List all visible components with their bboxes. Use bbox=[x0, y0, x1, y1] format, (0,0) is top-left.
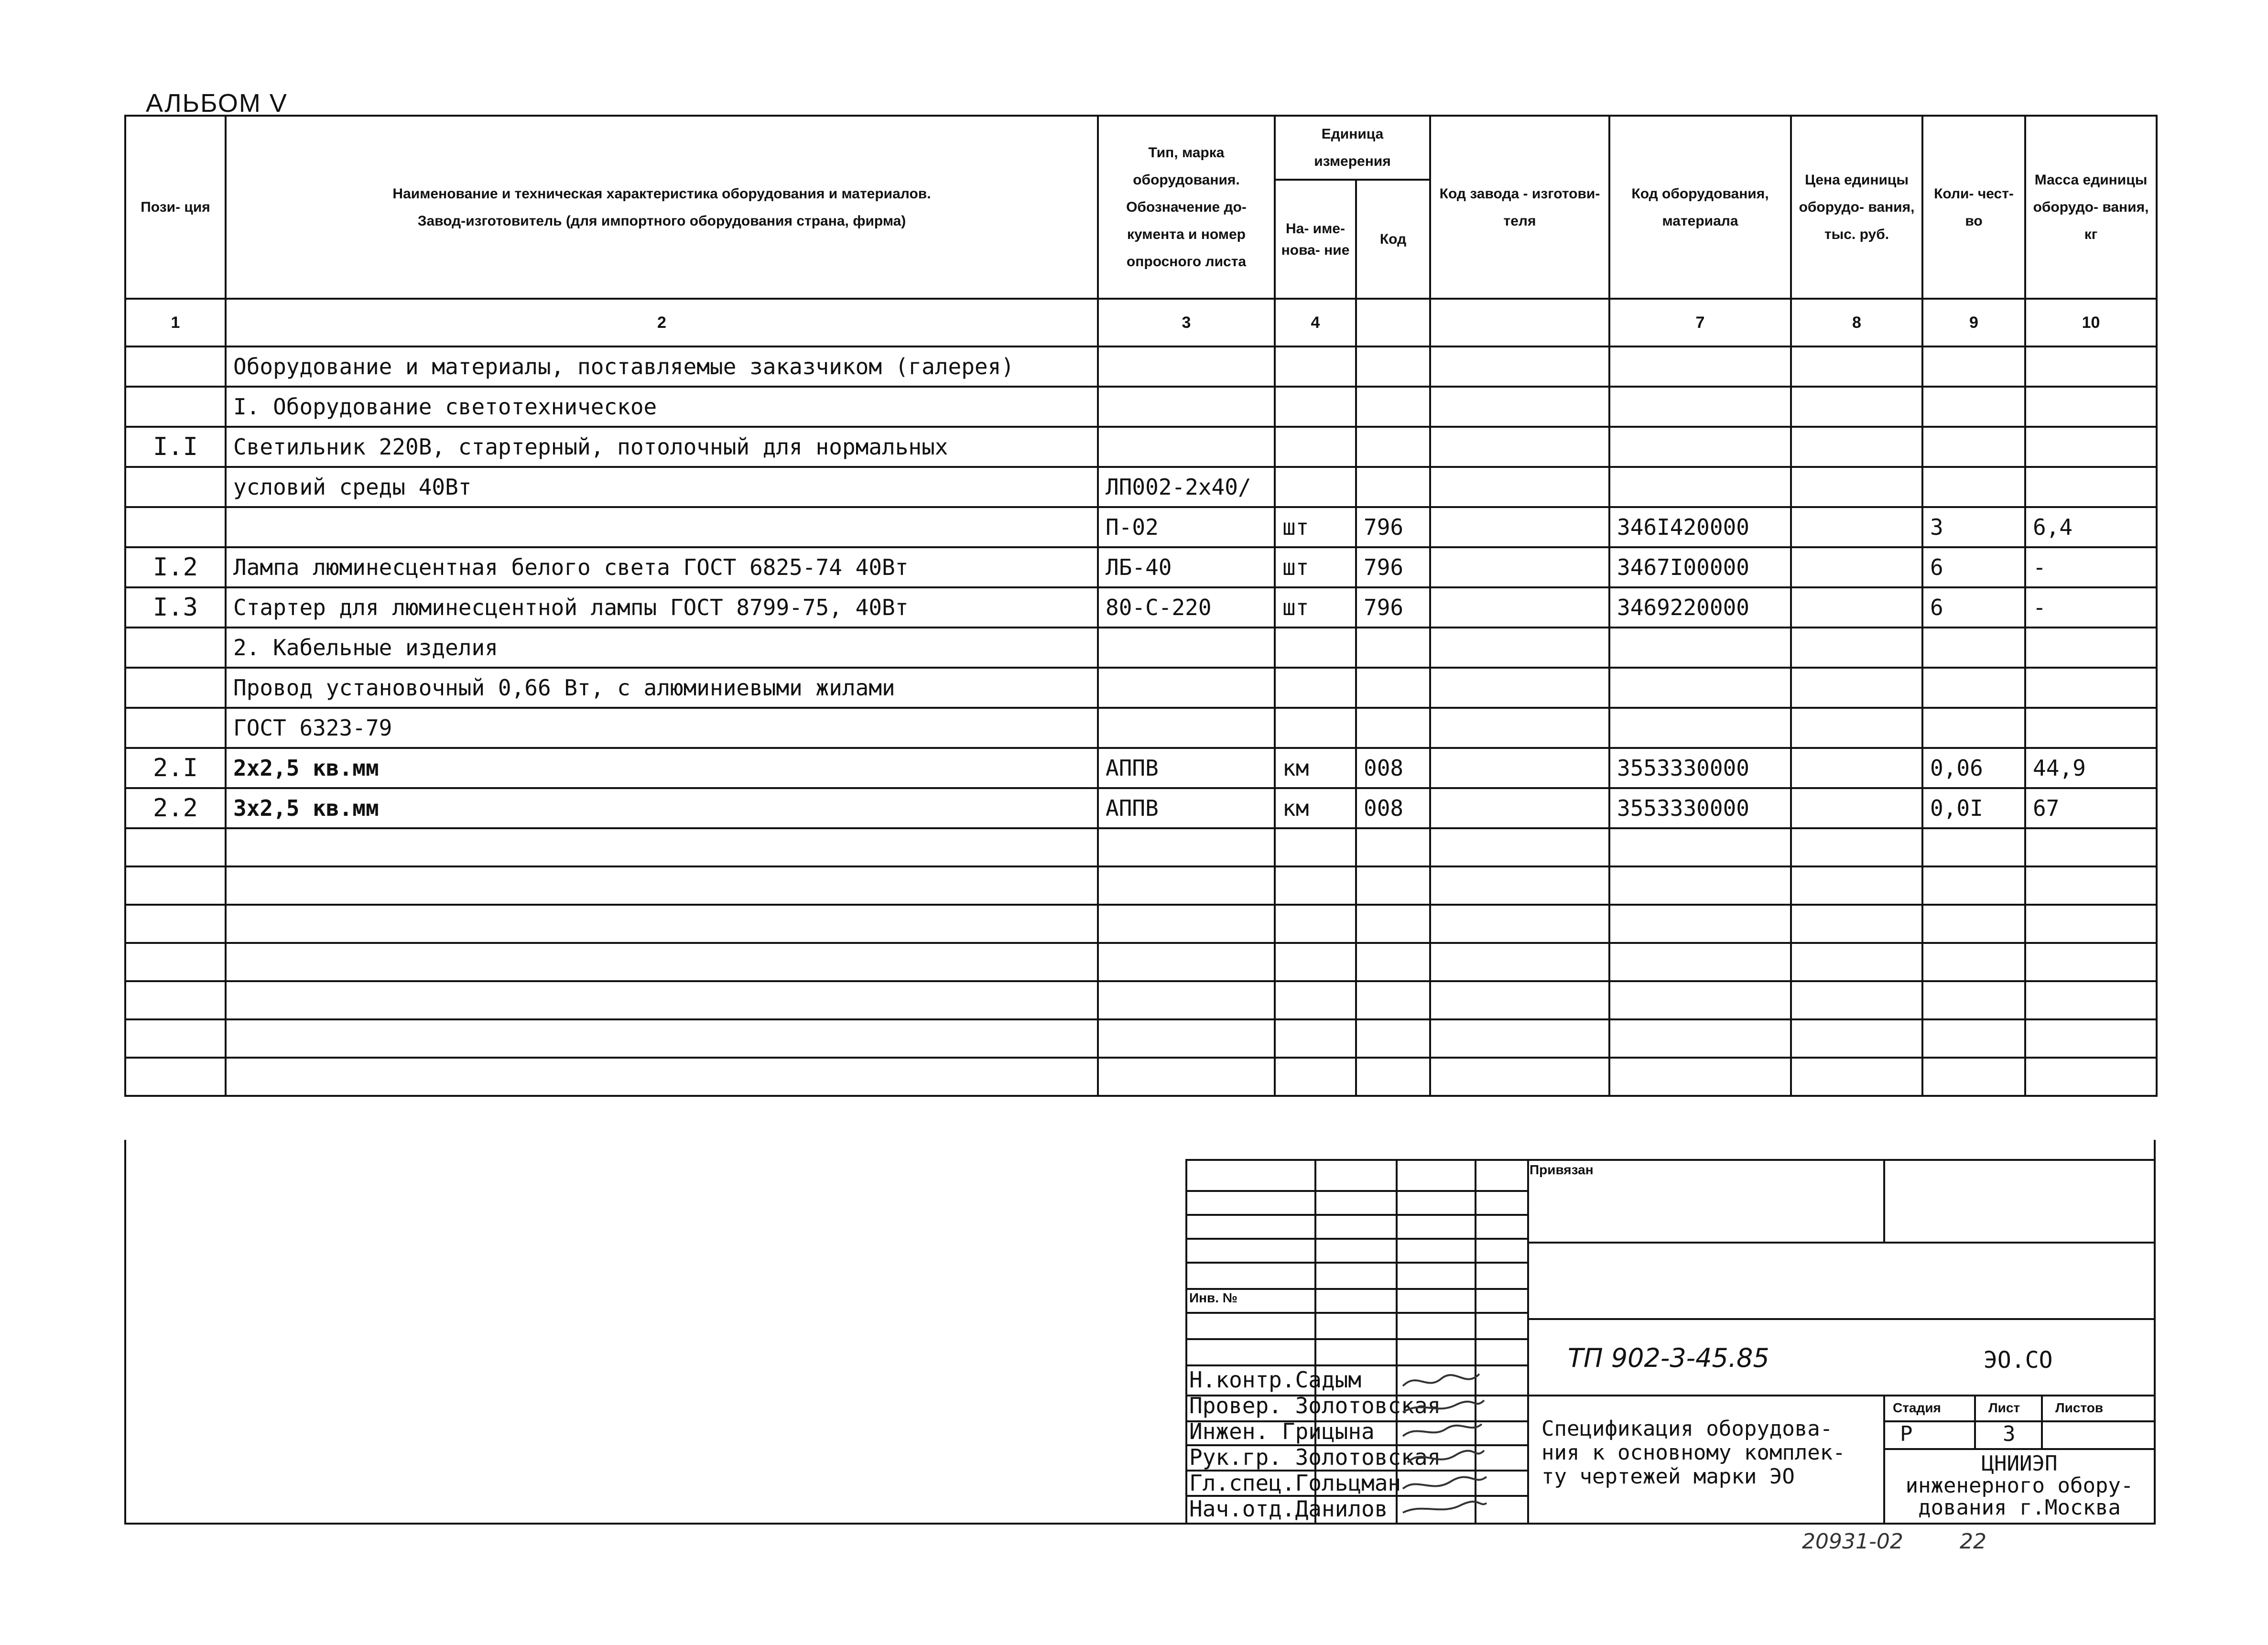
inv-no-label: Инв. № bbox=[1189, 1290, 1238, 1305]
cell-type: ЛБ-40 bbox=[1098, 547, 1275, 587]
cell-maker-code bbox=[1430, 467, 1609, 507]
cell-maker-code bbox=[1430, 748, 1609, 788]
cell-unit bbox=[1275, 668, 1356, 708]
header-position: Пози- ция bbox=[125, 116, 226, 299]
cell-unit bbox=[1275, 708, 1356, 748]
cell-unit-code: 796 bbox=[1356, 507, 1430, 547]
doc-description: Спецификация оборудова- ния к основному комплек- ту чертежей марки ЭО bbox=[1541, 1417, 1845, 1489]
cell-maker-code bbox=[1430, 708, 1609, 748]
cell-unit bbox=[1275, 628, 1356, 668]
sheet-value: 3 bbox=[2003, 1422, 2016, 1446]
table-header-row bbox=[125, 116, 2157, 180]
header-quantity: Коли- чест- во bbox=[1922, 116, 2025, 299]
cell-position: I.2 bbox=[125, 547, 226, 587]
cell-unit bbox=[1275, 467, 1356, 507]
table-row bbox=[125, 788, 2157, 828]
cell-name: 2х2,5 кв.мм bbox=[226, 748, 1098, 788]
cell-unit-code bbox=[1356, 708, 1430, 748]
cell-position bbox=[125, 628, 226, 668]
cell-unit bbox=[1275, 387, 1356, 427]
cell-position: 2.2 bbox=[125, 788, 226, 828]
cell-mass: 6,4 bbox=[2025, 507, 2157, 547]
cell-quantity bbox=[1922, 628, 2025, 668]
cell-mass bbox=[2025, 668, 2157, 708]
cell-mass bbox=[2025, 427, 2157, 467]
cell-quantity bbox=[1922, 467, 2025, 507]
cell-mass: 44,9 bbox=[2025, 748, 2157, 788]
cell-maker-code bbox=[1430, 547, 1609, 587]
cell-unit-code: 796 bbox=[1356, 587, 1430, 628]
cell-unit-code: 796 bbox=[1356, 547, 1430, 587]
cell-price bbox=[1791, 427, 1922, 467]
cell-price bbox=[1791, 748, 1922, 788]
table-row bbox=[125, 628, 2157, 668]
empty-row bbox=[125, 1058, 2157, 1096]
cell-position: I.I bbox=[125, 427, 226, 467]
cell-type bbox=[1098, 346, 1275, 387]
cell-position bbox=[125, 668, 226, 708]
header-unit-group: Единица измерения bbox=[1275, 116, 1430, 180]
empty-row bbox=[125, 1019, 2157, 1058]
table-row bbox=[125, 708, 2157, 748]
cell-price bbox=[1791, 668, 1922, 708]
cell-unit-code bbox=[1356, 467, 1430, 507]
cell-type: ЛП002-2х40/ bbox=[1098, 467, 1275, 507]
cell-quantity bbox=[1922, 708, 2025, 748]
cell-name: 2. Кабельные изделия bbox=[226, 628, 1098, 668]
cell-unit-code bbox=[1356, 628, 1430, 668]
cell-type: АППВ bbox=[1098, 748, 1275, 788]
role-gl-spec: Гл.спец.Гольцман bbox=[1189, 1470, 1401, 1496]
cell-price bbox=[1791, 507, 1922, 547]
role-inzhen: Инжен. Грицына bbox=[1189, 1418, 1375, 1444]
cell-unit: шт bbox=[1275, 507, 1356, 547]
cell-quantity: 0,06 bbox=[1922, 748, 2025, 788]
cell-price bbox=[1791, 467, 1922, 507]
cell-type bbox=[1098, 387, 1275, 427]
album-label: АЛЬБОМ V bbox=[146, 89, 288, 118]
table-body bbox=[125, 346, 2157, 1096]
cell-mass: 67 bbox=[2025, 788, 2157, 828]
cell-unit-code bbox=[1356, 668, 1430, 708]
signatures bbox=[1398, 1367, 1489, 1520]
cell-type bbox=[1098, 628, 1275, 668]
cell-equipment-code bbox=[1609, 467, 1791, 507]
cell-unit bbox=[1275, 427, 1356, 467]
cell-price bbox=[1791, 387, 1922, 427]
empty-row bbox=[125, 981, 2157, 1019]
role-ruk-gr: Рук.гр. Золотовская bbox=[1189, 1444, 1441, 1470]
cell-maker-code bbox=[1430, 346, 1609, 387]
table-row bbox=[125, 387, 2157, 427]
table-row bbox=[125, 467, 2157, 507]
cell-position bbox=[125, 507, 226, 547]
cell-position bbox=[125, 467, 226, 507]
cell-type: АППВ bbox=[1098, 788, 1275, 828]
cell-maker-code bbox=[1430, 427, 1609, 467]
table-row bbox=[125, 748, 2157, 788]
table-row bbox=[125, 587, 2157, 628]
header-type: Тип, марка оборудования. Обозначение до- кумента и номер опросного листа bbox=[1098, 116, 1275, 299]
cell-type: 80-С-220 bbox=[1098, 587, 1275, 628]
cell-equipment-code bbox=[1609, 708, 1791, 748]
cell-equipment-code: 346I420000 bbox=[1609, 507, 1791, 547]
cell-name bbox=[226, 507, 1098, 547]
footer-page: 22 bbox=[1960, 1529, 1986, 1554]
cell-mass bbox=[2025, 628, 2157, 668]
cell-position: 2.I bbox=[125, 748, 226, 788]
table-row bbox=[125, 346, 2157, 387]
header-maker-code: Код завода - изготови- теля bbox=[1430, 116, 1609, 299]
cell-mass: - bbox=[2025, 547, 2157, 587]
cell-mass: - bbox=[2025, 587, 2157, 628]
cell-name: ГОСТ 6323-79 bbox=[226, 708, 1098, 748]
cell-price bbox=[1791, 788, 1922, 828]
header-mass: Масса единицы оборудо- вания, кг bbox=[2025, 116, 2157, 299]
cell-maker-code bbox=[1430, 507, 1609, 547]
header-name: Наименование и техническая характеристика оборудования и материалов. Завод-изготовитель (для импортного оборудования страна, фирма) bbox=[226, 116, 1098, 299]
privyazan-label: Привязан bbox=[1530, 1162, 1594, 1177]
cell-unit-code bbox=[1356, 387, 1430, 427]
cell-equipment-code bbox=[1609, 427, 1791, 467]
role-n-kontr: Н.контр.Садым bbox=[1189, 1367, 1362, 1393]
doc-number: ТП 902-3-45.85 bbox=[1568, 1343, 1769, 1373]
cell-name: Лампа люминесцентная белого света ГОСТ 6825-74 40Вт bbox=[226, 547, 1098, 587]
cell-type bbox=[1098, 708, 1275, 748]
cell-position bbox=[125, 346, 226, 387]
cell-maker-code bbox=[1430, 587, 1609, 628]
cell-name: Светильник 220В, стартерный, потолочный для нормальных bbox=[226, 427, 1098, 467]
table-row bbox=[125, 547, 2157, 587]
cell-maker-code bbox=[1430, 387, 1609, 427]
cell-quantity: 6 bbox=[1922, 587, 2025, 628]
cell-price bbox=[1791, 346, 1922, 387]
header-equipment-code: Код оборудования, материала bbox=[1609, 116, 1791, 299]
role-nach-otd: Нач.отд.Данилов bbox=[1189, 1496, 1388, 1522]
cell-quantity: 3 bbox=[1922, 507, 2025, 547]
cell-unit: шт bbox=[1275, 587, 1356, 628]
cell-maker-code bbox=[1430, 628, 1609, 668]
cell-name: I. Оборудование светотехническое bbox=[226, 387, 1098, 427]
table-row bbox=[125, 427, 2157, 467]
cell-equipment-code: 3469220000 bbox=[1609, 587, 1791, 628]
cell-position: I.3 bbox=[125, 587, 226, 628]
empty-row bbox=[125, 943, 2157, 981]
empty-row bbox=[125, 828, 2157, 866]
cell-position bbox=[125, 708, 226, 748]
cell-type bbox=[1098, 427, 1275, 467]
cell-equipment-code bbox=[1609, 668, 1791, 708]
role-prover: Провер. Золотовская bbox=[1189, 1393, 1441, 1418]
cell-quantity: 0,0I bbox=[1922, 788, 2025, 828]
cell-price bbox=[1791, 587, 1922, 628]
column-number-row: 1 2 3 4 7 8 9 10 bbox=[125, 299, 2157, 346]
specification-table bbox=[124, 115, 2158, 1097]
empty-row bbox=[125, 905, 2157, 943]
cell-maker-code bbox=[1430, 668, 1609, 708]
header-unit-name: На- име- нова- ние bbox=[1275, 180, 1356, 299]
cell-unit-code bbox=[1356, 346, 1430, 387]
cell-mass bbox=[2025, 467, 2157, 507]
empty-row bbox=[125, 866, 2157, 905]
cell-quantity bbox=[1922, 387, 2025, 427]
cell-name: 3х2,5 кв.мм bbox=[226, 788, 1098, 828]
sheets-label: Листов bbox=[2055, 1400, 2104, 1415]
cell-unit: км bbox=[1275, 748, 1356, 788]
cell-name: условий среды 40Вт bbox=[226, 467, 1098, 507]
cell-price bbox=[1791, 547, 1922, 587]
cell-equipment-code bbox=[1609, 387, 1791, 427]
organization: ЦНИИЭП инженерного обору- дования г.Москва bbox=[1905, 1451, 2134, 1520]
table-row bbox=[125, 668, 2157, 708]
cell-unit-code: 008 bbox=[1356, 788, 1430, 828]
cell-unit: шт bbox=[1275, 547, 1356, 587]
sheet-label: Лист bbox=[1988, 1400, 2020, 1415]
cell-maker-code bbox=[1430, 788, 1609, 828]
cell-type: П-02 bbox=[1098, 507, 1275, 547]
cell-unit-code: 008 bbox=[1356, 748, 1430, 788]
cell-quantity bbox=[1922, 427, 2025, 467]
cell-equipment-code: 3553330000 bbox=[1609, 748, 1791, 788]
cell-equipment-code bbox=[1609, 628, 1791, 668]
cell-type bbox=[1098, 668, 1275, 708]
cell-name: Стартер для люминесцентной лампы ГОСТ 8799-75, 40Вт bbox=[226, 587, 1098, 628]
cell-position bbox=[125, 387, 226, 427]
cell-price bbox=[1791, 708, 1922, 748]
header-unit-code: Код bbox=[1356, 180, 1430, 299]
cell-quantity bbox=[1922, 346, 2025, 387]
cell-unit-code bbox=[1356, 427, 1430, 467]
cell-unit: км bbox=[1275, 788, 1356, 828]
cell-equipment-code: 3553330000 bbox=[1609, 788, 1791, 828]
cell-name: Оборудование и материалы, поставляемые заказчиком (галерея) bbox=[226, 346, 1098, 387]
cell-mass bbox=[2025, 708, 2157, 748]
cell-mass bbox=[2025, 346, 2157, 387]
cell-unit bbox=[1275, 346, 1356, 387]
cell-quantity: 6 bbox=[1922, 547, 2025, 587]
stage-value: Р bbox=[1900, 1422, 1913, 1446]
cell-quantity bbox=[1922, 668, 2025, 708]
cell-mass bbox=[2025, 387, 2157, 427]
cell-equipment-code: 3467I00000 bbox=[1609, 547, 1791, 587]
doc-mark: ЭО.СО bbox=[1984, 1347, 2053, 1374]
table-row bbox=[125, 507, 2157, 547]
cell-price bbox=[1791, 628, 1922, 668]
footer-number: 20931-02 bbox=[1802, 1529, 1903, 1554]
cell-equipment-code bbox=[1609, 346, 1791, 387]
stage-label: Стадия bbox=[1893, 1400, 1941, 1415]
header-price: Цена единицы оборудо- вания, тыс. руб. bbox=[1791, 116, 1922, 299]
cell-name: Провод установочный 0,66 Вт, с алюминиевыми жилами bbox=[226, 668, 1098, 708]
